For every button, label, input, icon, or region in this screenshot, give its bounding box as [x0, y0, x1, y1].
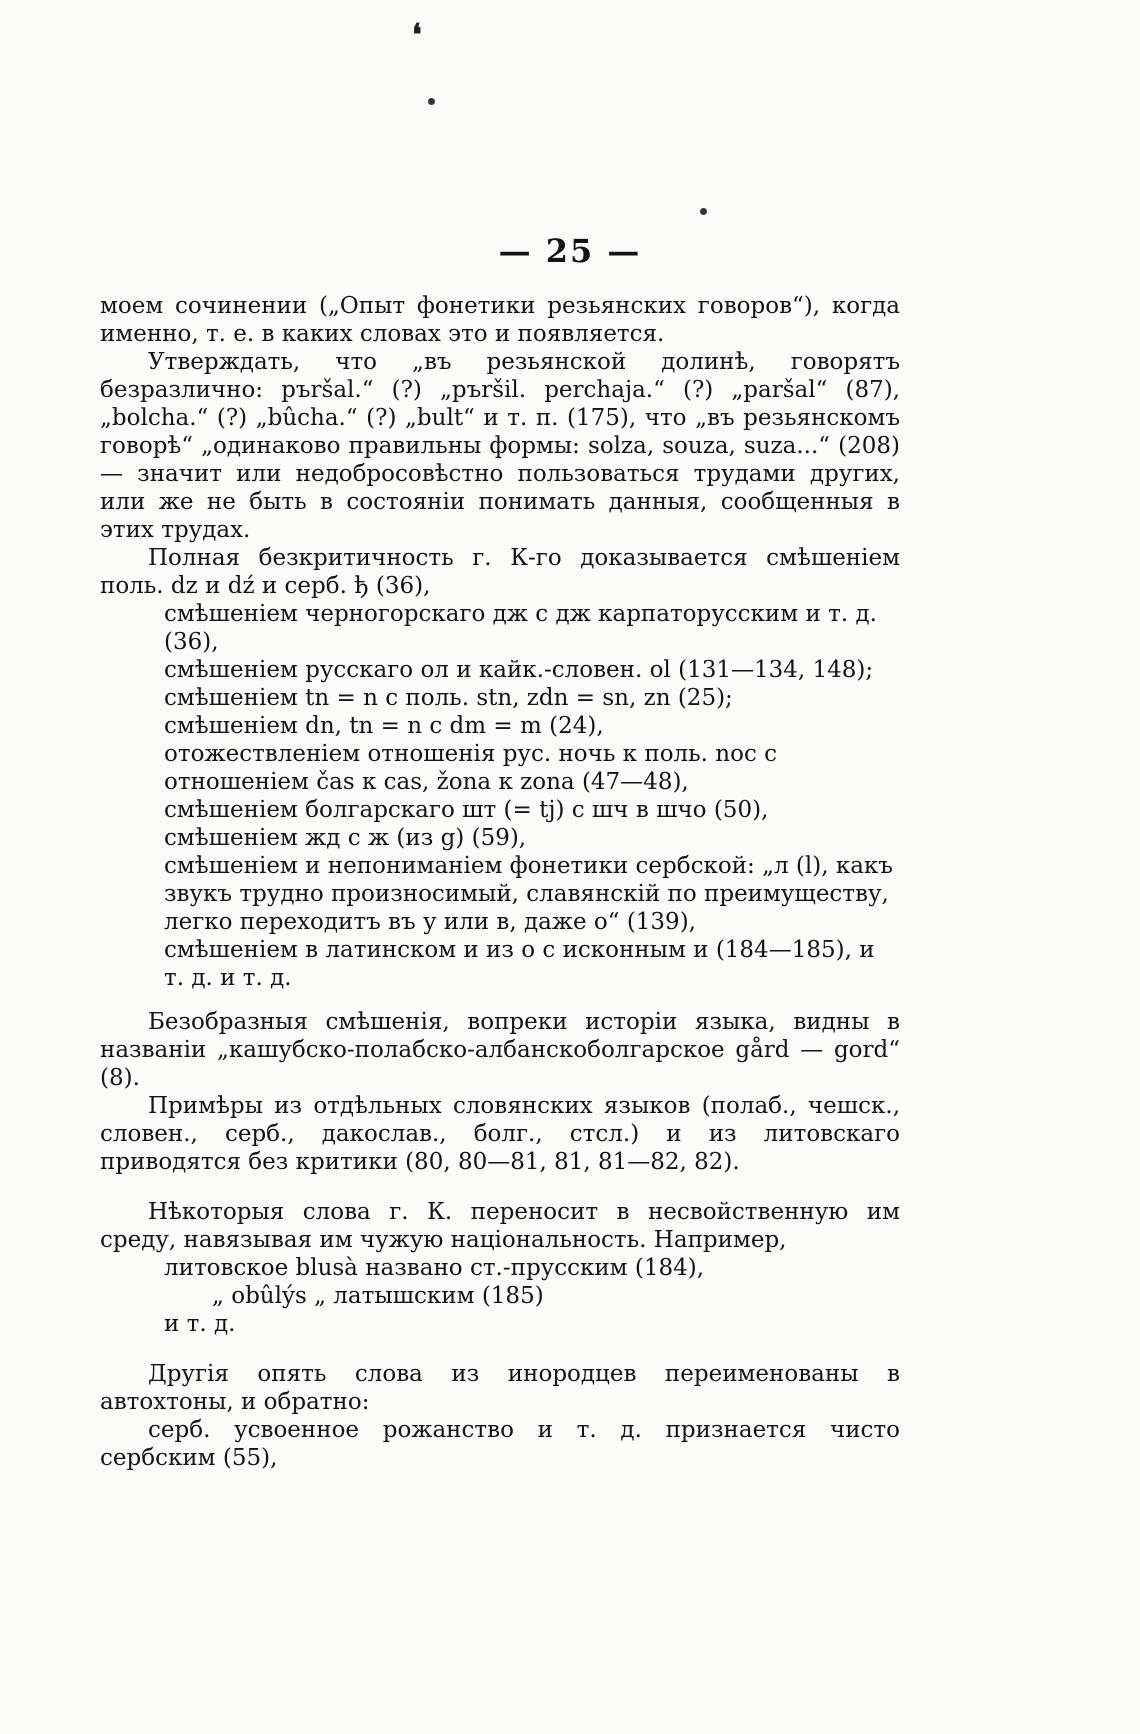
paragraph: Другія опять слова из инородцев переименованы в автохтоны, и обратно:: [100, 1361, 900, 1415]
list-item: литовское blusà названо ст.-прусским (184),: [164, 1255, 705, 1281]
paragraph: Утверждать, что „въ резьянской долинѣ, говорятъ безразлично: pъršal.“ (?) „pъršil. perchaja.“ (?) „paršal“ (87), „bolcha.“ (?) „bûcha.“ (?) „bult“ и т. п. (175), что „въ резьянскомъ говорѣ“ „одинаково правильны формы: solza, souza, suza...“ (208) — значит или недобросовѣстно пользоваться трудами других, или же не быть в состояніи понимать данныя, сообщенныя в этих трудах.: [100, 349, 900, 543]
list-item: отожествленіем отношенія рус. ночь к поль. noc с отношеніем čas к cas, žona к zona (47—48),: [164, 741, 778, 795]
list-item: смѣшеніем болгарскаго шт (= tj) с шч в шчо (50),: [164, 797, 769, 823]
list-item: смѣшеніем жд с ж (из g) (59),: [164, 825, 527, 851]
paragraph: серб. усвоенное рожанство и т. д. признается чисто сербским (55),: [100, 1417, 900, 1471]
list-item: смѣшеніем черногорскаго дж с дж карпаторусским и т. д. (36),: [164, 601, 877, 655]
page-number: — 25 —: [498, 232, 642, 270]
list-item: смѣшеніем русскаго ол и кайк.-словен. ol (131—134, 148);: [164, 657, 874, 683]
list-item: смѣшеніем в латинском и из о с исконным и (184—185), и т. д. и т. д.: [164, 937, 875, 991]
paragraph: Полная безкритичность г. К-го доказывается смѣшеніем поль. dz и dź и серб. ђ (36),: [100, 545, 900, 599]
list-item: смѣшеніем и непониманіем фонетики сербской: „л (l), какъ звукъ трудно произносимый, славянскій по преимуществу, легко переходитъ въ у или в, даже о“ (139),: [164, 853, 893, 935]
paragraph: Безобразныя смѣшенія, вопреки исторіи языка, видны в названіи „кашубско-полабско-албанскоболгарское gård — gord“ (8).: [100, 1009, 900, 1091]
paragraph: моем сочинении („Опыт фонетики резьянских говоров“), когда именно, т. е. в каких словах это и появляется.: [100, 293, 900, 347]
list-item: „ obûlýs „ латышским (185): [212, 1283, 544, 1309]
list-item: смѣшеніем dn, tn = n с dm = m (24),: [164, 713, 604, 739]
body-text: [100, 292, 900, 1472]
paragraph: Примѣры из отдѣльных словянских языков (полаб., чешск., словен., серб., дакослав., болг., стсл.) и из литовскаго приводятся без критики (80, 80—81, 81, 81—82, 82).: [100, 1093, 900, 1175]
list-item: и т. д.: [164, 1311, 236, 1337]
speck: [700, 208, 707, 215]
speck: [428, 98, 435, 105]
list-item: смѣшеніем tn = n с поль. stn, zdn = sn, zn (25);: [164, 685, 733, 711]
top-mark: ❛: [412, 18, 422, 53]
paragraph: Нѣкоторыя слова г. К. переносит в несвойственную им среду, навязывая им чужую національность. Например,: [100, 1199, 900, 1253]
